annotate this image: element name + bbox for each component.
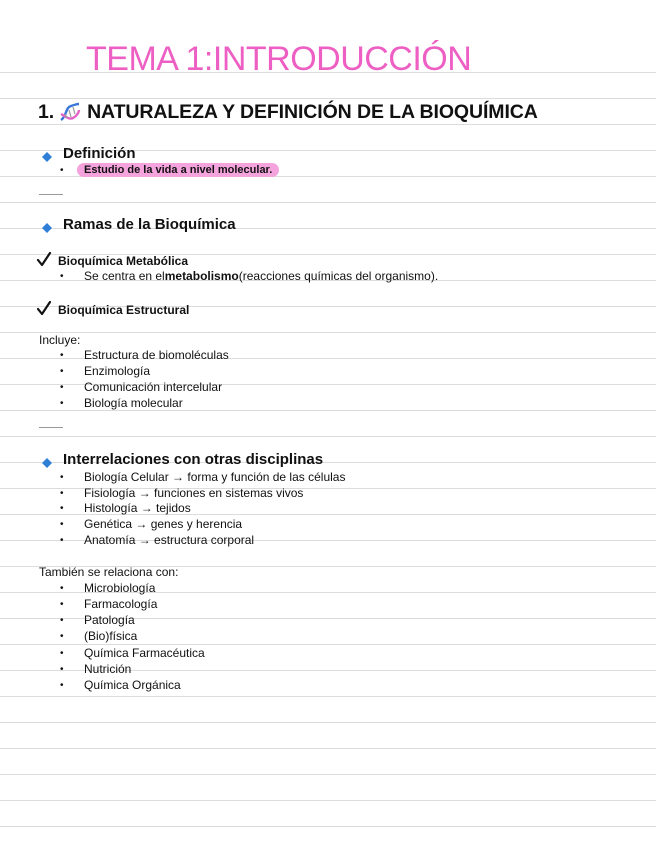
list-item: • Fisiología → funciones en sistemas vivos	[60, 486, 304, 500]
list-item: • Microbiología	[60, 581, 156, 595]
section-title: NATURALEZA Y DEFINICIÓN DE LA BIOQUÍMICA	[87, 101, 538, 123]
definicion-heading-label: Definición	[63, 145, 136, 162]
list-item: • Química Farmacéutica	[60, 646, 205, 660]
interrelaciones-heading	[38, 451, 323, 468]
bullet-icon: •	[60, 365, 64, 377]
bullet-icon: •	[60, 502, 64, 514]
list-item: • Química Orgánica	[60, 678, 181, 692]
tambien-label: También se relaciona con:	[39, 565, 179, 579]
estructural-heading-label: Bioquímica Estructural	[58, 302, 190, 317]
list-item: • Enzimología	[60, 364, 151, 378]
bullet-icon: •	[60, 647, 64, 659]
page-title: TEMA 1:INTRODUCCIÓN	[86, 40, 472, 78]
divider	[39, 427, 63, 428]
section-number: 1.	[38, 101, 55, 123]
list-item: • Biología molecular	[60, 396, 183, 410]
list-item: • Farmacología	[60, 597, 158, 611]
list-item: • Histología → tejidos	[60, 501, 191, 515]
metabolica-heading-label: Bioquímica Metabólica	[58, 253, 189, 268]
section-heading-1	[38, 101, 538, 128]
interrelaciones-heading-label: Interrelaciones con otras disciplinas	[63, 451, 324, 468]
metabolica-heading	[36, 251, 188, 270]
incluye-label: Incluye:	[39, 333, 81, 347]
bullet-icon: •	[60, 270, 64, 282]
list-item: • Patología	[60, 613, 135, 627]
list-item	[60, 163, 279, 177]
diamond-icon	[42, 455, 52, 465]
divider	[39, 194, 63, 195]
bullet-icon: •	[60, 381, 64, 393]
bold-term: metabolismo	[164, 269, 239, 283]
bullet-icon: •	[60, 679, 64, 691]
definicion-heading	[38, 145, 136, 162]
list-item: • Genética → genes y herencia	[60, 517, 243, 531]
bullet-icon: •	[60, 534, 64, 546]
highlighted-text: Estudio de la vida a nivel molecular.	[77, 163, 279, 177]
bullet-icon: •	[60, 518, 64, 530]
list-item: • (Bio)física	[60, 629, 138, 643]
list-item: • Estructura de biomoléculas	[60, 348, 229, 362]
diamond-icon	[42, 220, 52, 230]
checkmark-icon	[36, 300, 52, 319]
bullet-icon: •	[60, 471, 64, 483]
checkmark-icon	[36, 251, 52, 270]
list-item: • Biología Celular → forma y función de las células	[60, 470, 346, 484]
diamond-icon	[42, 149, 52, 159]
bullet-icon: •	[60, 582, 64, 594]
bullet-icon: •	[60, 397, 64, 409]
bullet-icon: •	[60, 630, 64, 642]
list-item: • Nutrición	[60, 662, 132, 676]
list-item: • Anatomía → estructura corporal	[60, 533, 255, 547]
list-item: • Se centra en el metabolismo (reacciones químicas del organismo).	[60, 269, 439, 283]
bullet-icon: •	[60, 614, 64, 626]
bullet-icon: •	[60, 349, 64, 361]
dna-icon	[59, 102, 81, 128]
bullet-icon: •	[60, 663, 64, 675]
bullet-icon: •	[60, 164, 64, 176]
bullet-icon: •	[60, 598, 64, 610]
ramas-heading-label: Ramas de la Bioquímica	[63, 216, 236, 233]
estructural-heading	[36, 300, 189, 319]
ramas-heading	[38, 216, 236, 233]
list-item: • Comunicación intercelular	[60, 380, 223, 394]
bullet-icon: •	[60, 487, 64, 499]
